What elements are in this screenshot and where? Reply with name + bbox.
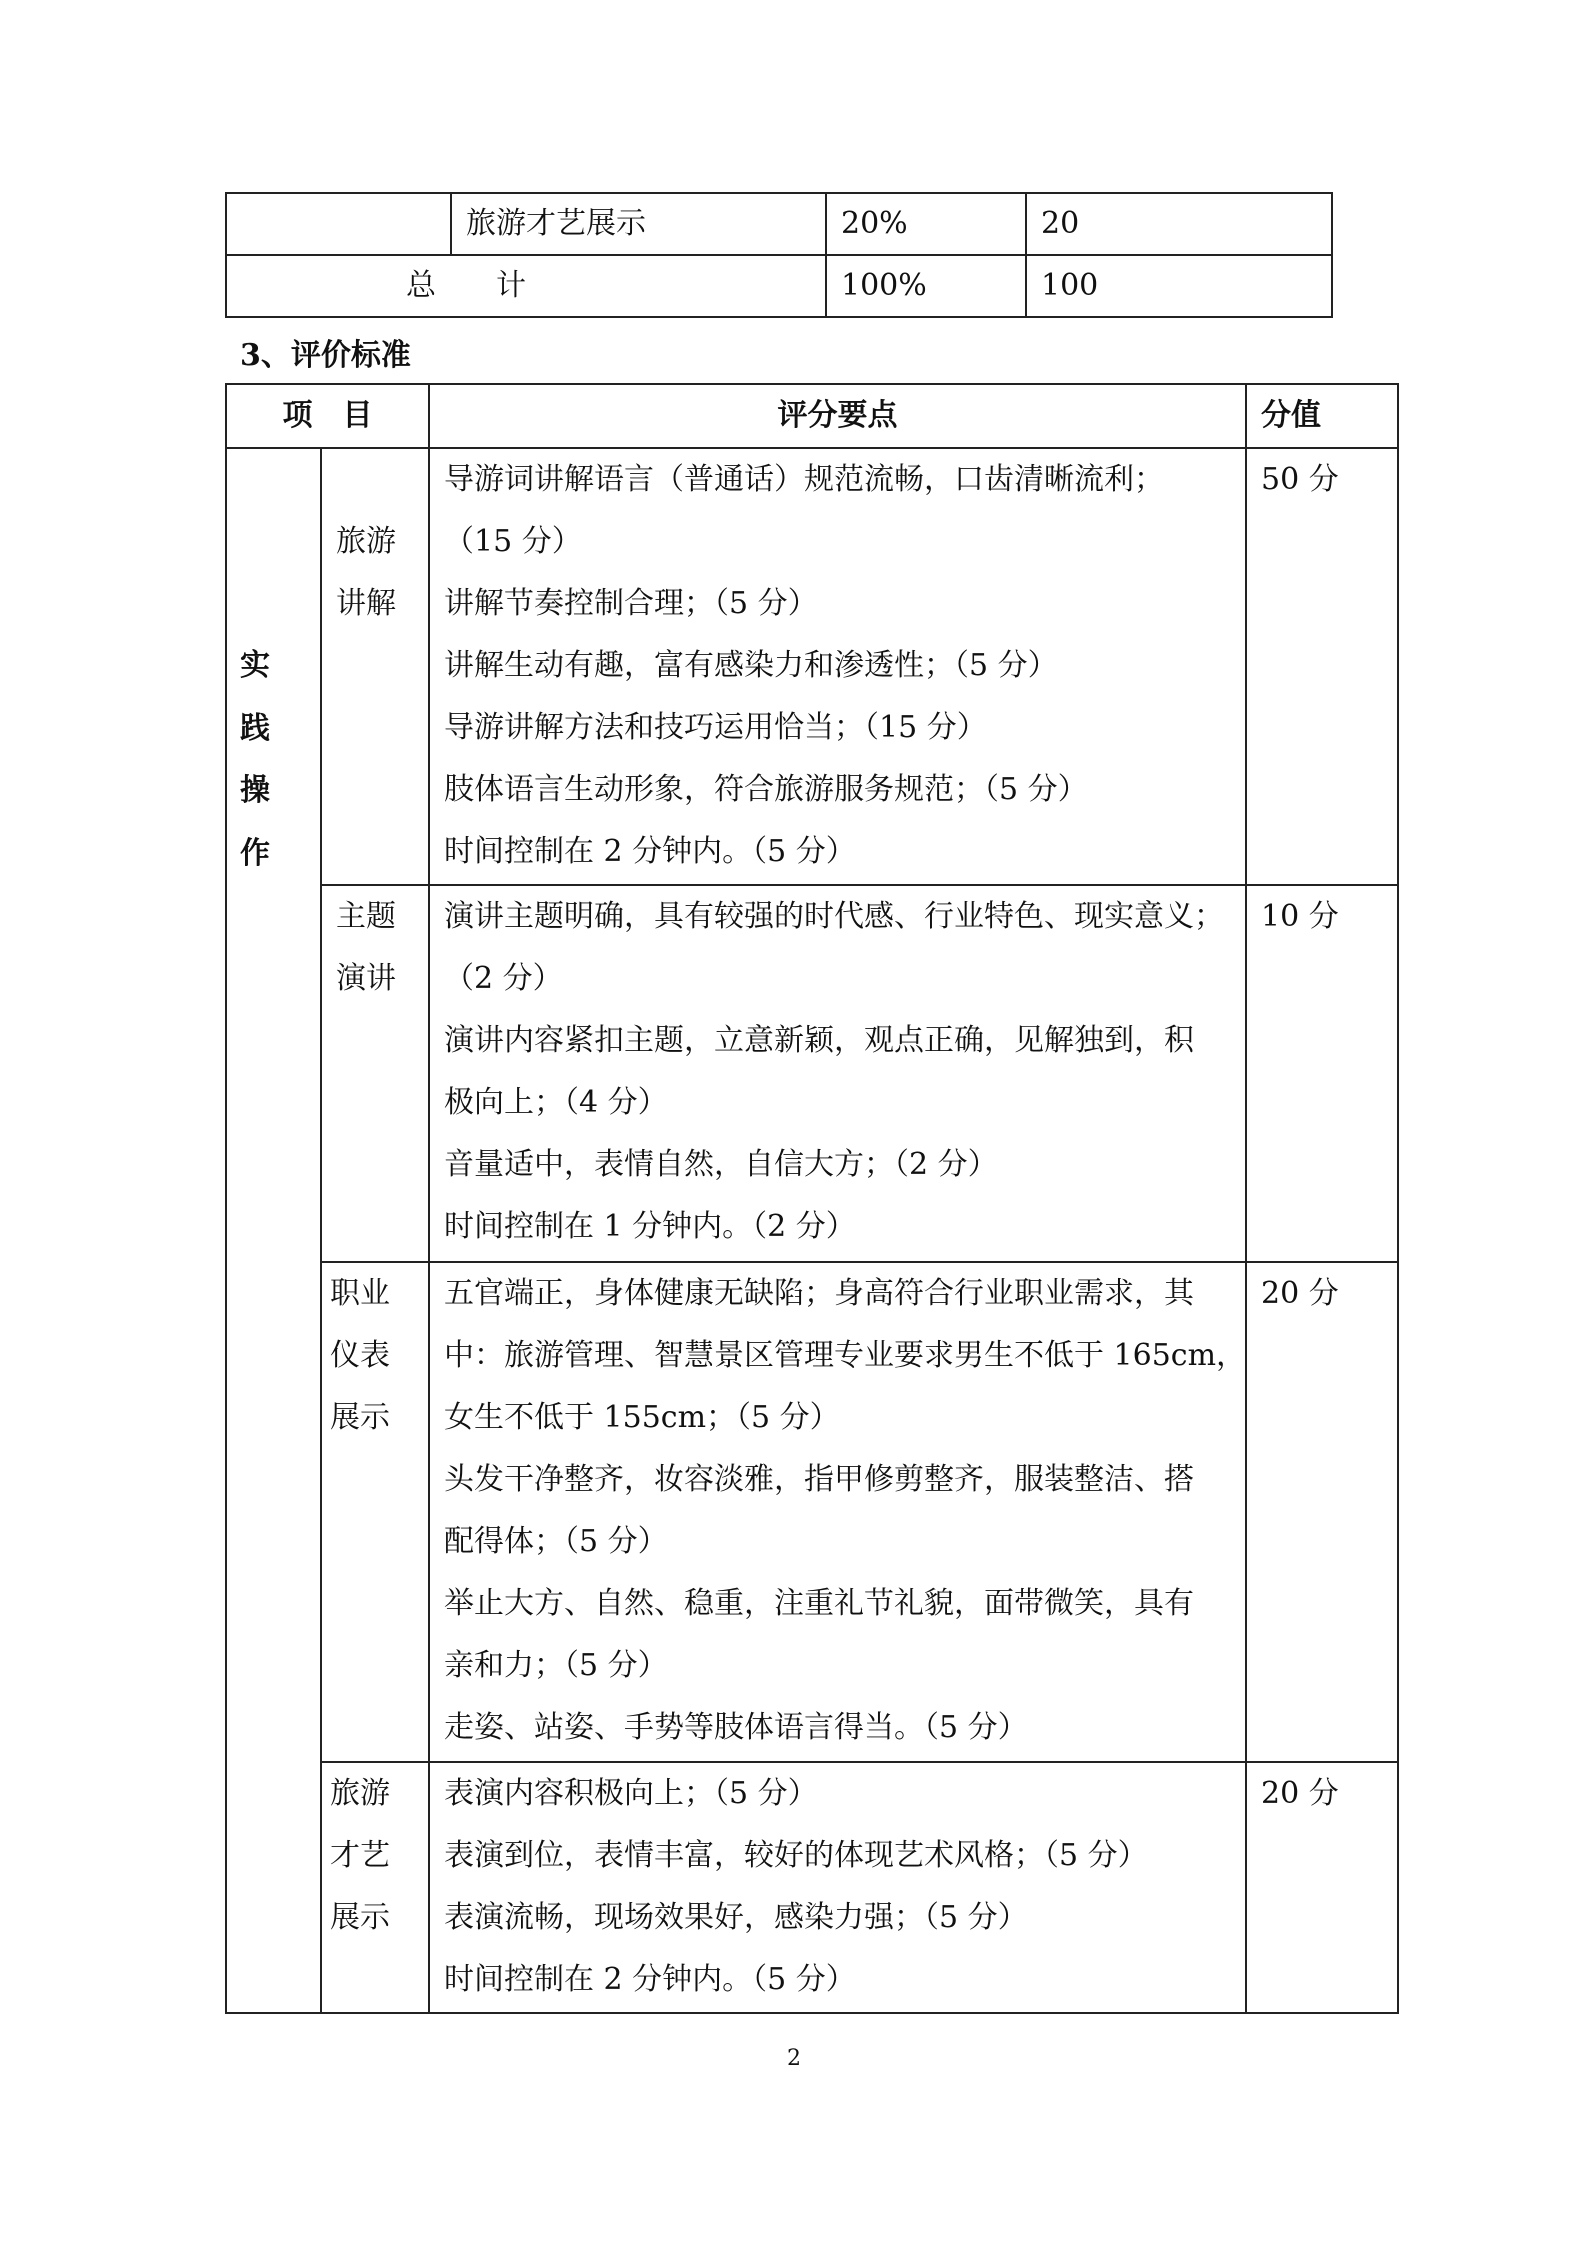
table-row	[226, 1262, 1398, 1762]
sub-item-label: 旅游	[330, 1776, 390, 1811]
criteria-line: 导游讲解方法和技巧运用恰当；（15 分）	[444, 710, 987, 745]
weight-summary-table	[225, 192, 1333, 318]
sub-item-label: 旅游	[336, 524, 396, 559]
score-cell: 20	[1026, 193, 1332, 255]
category-char: 作	[240, 835, 270, 871]
sub-item-label: 职业	[330, 1276, 390, 1311]
sub-item-label: 主题	[336, 899, 396, 934]
criteria-line: 讲解生动有趣，富有感染力和渗透性；（5 分）	[444, 648, 1058, 683]
criteria-line: 演讲主题明确，具有较强的时代感、行业特色、现实意义；	[444, 899, 1224, 934]
criteria-line: 肢体语言生动形象，符合旅游服务规范；（5 分）	[444, 772, 1088, 807]
category-char: 操	[240, 773, 270, 808]
criteria-line: 极向上；（4 分）	[444, 1085, 668, 1120]
total-label: 总 计	[226, 255, 826, 317]
header-item: 项 目	[226, 384, 429, 448]
category-char: 实	[240, 648, 270, 683]
criteria-line: 音量适中，表情自然，自信大方；（2 分）	[444, 1147, 998, 1182]
criteria-line: 女生不低于 155cm；（5 分）	[444, 1400, 840, 1435]
sub-item-label: 讲解	[336, 586, 396, 621]
sub-item-cell	[321, 1762, 429, 2013]
table-row	[226, 885, 1398, 1262]
table-row	[226, 1762, 1398, 2013]
criteria-line: （2 分）	[444, 961, 563, 996]
criteria-line: 走姿、站姿、手势等肢体语言得当。（5 分）	[444, 1710, 1028, 1745]
criteria-line: 时间控制在 2 分钟内。（5 分）	[444, 1962, 856, 1997]
category-char: 践	[240, 710, 270, 746]
sub-item-label: 演讲	[336, 961, 396, 996]
criteria-line: 讲解节奏控制合理；（5 分）	[444, 586, 818, 621]
header-row	[226, 384, 1398, 448]
criteria-line: 中：旅游管理、智慧景区管理专业要求男生不低于 165cm，	[444, 1338, 1247, 1373]
criteria-line: 头发干净整齐，妆容淡雅，指甲修剪整齐，服装整洁、搭	[444, 1462, 1194, 1497]
header-score: 分值	[1246, 384, 1398, 448]
criteria-line: 五官端正，身体健康无缺陷；身高符合行业职业需求，其	[444, 1276, 1194, 1311]
criteria-line: 时间控制在 2 分钟内。（5 分）	[444, 834, 856, 869]
criteria-line: 举止大方、自然、稳重，注重礼节礼貌，面带微笑，具有	[444, 1586, 1194, 1621]
empty-cell	[226, 193, 451, 255]
item-cell: 旅游才艺展示	[451, 193, 826, 255]
points-cell	[429, 448, 1246, 885]
table-row-total	[226, 255, 1332, 317]
sub-item-label: 展示	[330, 1400, 390, 1435]
criteria-line: （15 分）	[444, 524, 582, 559]
evaluation-criteria-table	[225, 383, 1399, 2014]
table-row	[226, 448, 1398, 885]
page-number: 2	[787, 2046, 801, 2071]
points-cell	[429, 1262, 1246, 1762]
sub-item-cell	[321, 885, 429, 1262]
score-cell: 50 分	[1246, 448, 1398, 885]
criteria-line: 表演内容积极向上；（5 分）	[444, 1776, 818, 1811]
criteria-line: 表演流畅，现场效果好，感染力强；（5 分）	[444, 1900, 1028, 1935]
criteria-line: 配得体；（5 分）	[444, 1524, 668, 1559]
criteria-line: 亲和力；（5 分）	[444, 1648, 668, 1683]
weight-cell: 100%	[826, 255, 1026, 317]
sub-item-cell	[321, 448, 429, 885]
table-row	[226, 193, 1332, 255]
sub-item-label: 才艺	[330, 1838, 390, 1873]
score-cell: 20 分	[1246, 1262, 1398, 1762]
criteria-line: 导游词讲解语言（普通话）规范流畅，口齿清晰流利；	[444, 462, 1164, 497]
weight-cell: 20%	[826, 193, 1026, 255]
criteria-line: 演讲内容紧扣主题，立意新颖，观点正确，见解独到，积	[444, 1023, 1194, 1058]
points-cell	[429, 1762, 1246, 2013]
score-cell: 20 分	[1246, 1762, 1398, 2013]
score-cell: 100	[1026, 255, 1332, 317]
score-cell: 10 分	[1246, 885, 1398, 1262]
sub-item-label: 展示	[330, 1900, 390, 1935]
section-heading: 3、评价标准	[240, 338, 411, 373]
sub-item-cell	[321, 1262, 429, 1762]
points-cell	[429, 885, 1246, 1262]
sub-item-label: 仪表	[330, 1338, 390, 1373]
criteria-line: 时间控制在 1 分钟内。（2 分）	[444, 1209, 856, 1244]
header-points: 评分要点	[429, 384, 1246, 448]
category-label	[240, 635, 270, 885]
criteria-line: 表演到位，表情丰富，较好的体现艺术风格；（5 分）	[444, 1838, 1148, 1873]
